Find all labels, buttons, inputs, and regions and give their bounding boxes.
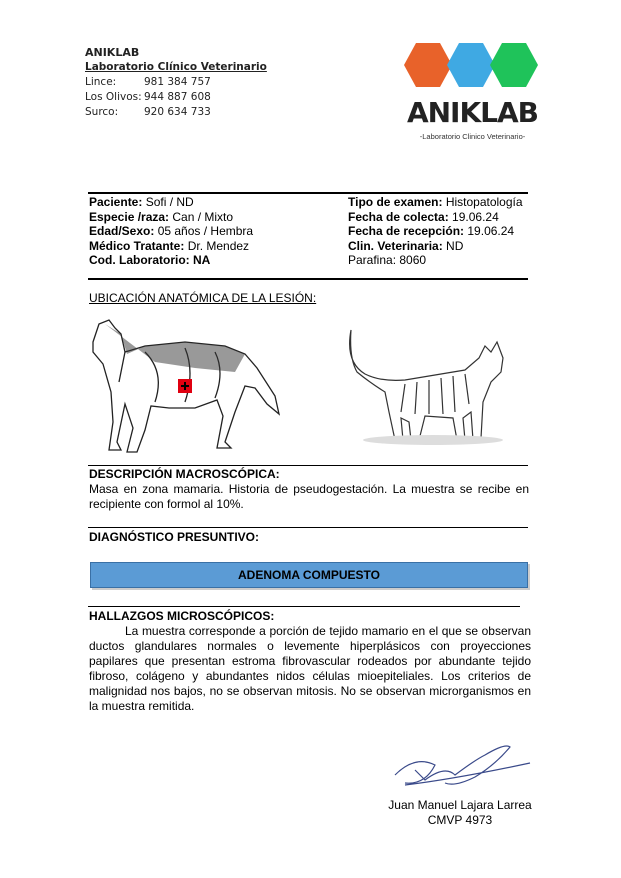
patient-info-left — [89, 195, 253, 268]
signature — [385, 735, 535, 795]
phone: 981 384 757 — [144, 76, 211, 88]
field-especie: Especie /raza: Can / Mixto — [89, 209, 234, 224]
branch: Lince: — [85, 76, 117, 88]
patient-info-right — [348, 195, 523, 268]
field-tipo: Tipo de examen: Histopatología — [348, 195, 523, 209]
field-medico: Médico Tratante: Dr. Mendez — [89, 238, 250, 253]
phone-row — [85, 90, 267, 105]
phone: 944 887 608 — [144, 91, 211, 103]
micro-text: La muestra corresponde a porción de tejido mamario en el que se observan ductos glandulares normales o levemente hiperplásicos con proyecciones papilares que presentan estroma fibrovascular rodeados por abundante tejido fibroso, colágeno y abundantes nidos células mioepiteliales. Los criterios de malignidad nos bajos, no se observan mitosis. No se observan microrganismos en la muestra remitida. — [89, 624, 531, 713]
divider — [88, 278, 528, 280]
phone: 920 634 733 — [144, 106, 211, 118]
phone-row — [85, 75, 267, 90]
dog-illustration — [85, 312, 290, 460]
logo-text: ANIKLAB — [406, 96, 539, 129]
field-clinica: Clin. Veterinaria: ND — [348, 238, 464, 253]
logo-tagline: -Laboratorio Clinico Veterinario- — [419, 132, 526, 141]
macro-title: DESCRIPCIÓN MACROSCÓPICA: — [89, 467, 280, 481]
hexagons-icon — [400, 38, 545, 93]
field-paciente: Paciente: Sofi / ND — [89, 195, 194, 209]
field-cod: Cod. Laboratorio: NA — [89, 253, 211, 267]
diagnosis-title: DIAGNÓSTICO PRESUNTIVO: — [89, 530, 260, 544]
signer-license: CMVP 4973 — [427, 813, 493, 827]
lab-subtitle: Laboratorio Clínico Veterinario — [85, 61, 267, 73]
location-title: UBICACIÓN ANATÓMICA DE LA LESIÓN: — [89, 291, 317, 305]
divider — [88, 606, 520, 607]
macro-text: Masa en zona mamaria. Historia de pseudogestación. La muestra se recibe en recipiente con formol al 10%. — [89, 482, 529, 511]
aniklab-logo — [400, 38, 545, 141]
branch: Surco: — [85, 106, 119, 118]
divider — [88, 192, 528, 194]
signature-block — [340, 798, 580, 828]
phone-row — [85, 105, 267, 120]
lab-name: ANIKLAB — [85, 46, 140, 59]
field-colecta: Fecha de colecta: 19.06.24 — [348, 209, 499, 224]
field-recepcion: Fecha de recepción: 19.06.24 — [348, 224, 515, 238]
cat-illustration — [345, 322, 515, 447]
signer-name: Juan Manuel Lajara Larrea — [388, 798, 532, 812]
field-edad: Edad/Sexo: 05 años / Hembra — [89, 224, 254, 238]
letterhead — [85, 45, 267, 120]
micro-title: HALLAZGOS MICROSCÓPICOS: — [89, 609, 275, 623]
field-parafina: Parafina: 8060 — [348, 253, 427, 267]
branch: Los Olivos: — [85, 91, 142, 103]
diagnosis-box: ADENOMA COMPUESTO — [90, 562, 528, 588]
divider — [88, 465, 528, 466]
divider — [88, 527, 528, 528]
